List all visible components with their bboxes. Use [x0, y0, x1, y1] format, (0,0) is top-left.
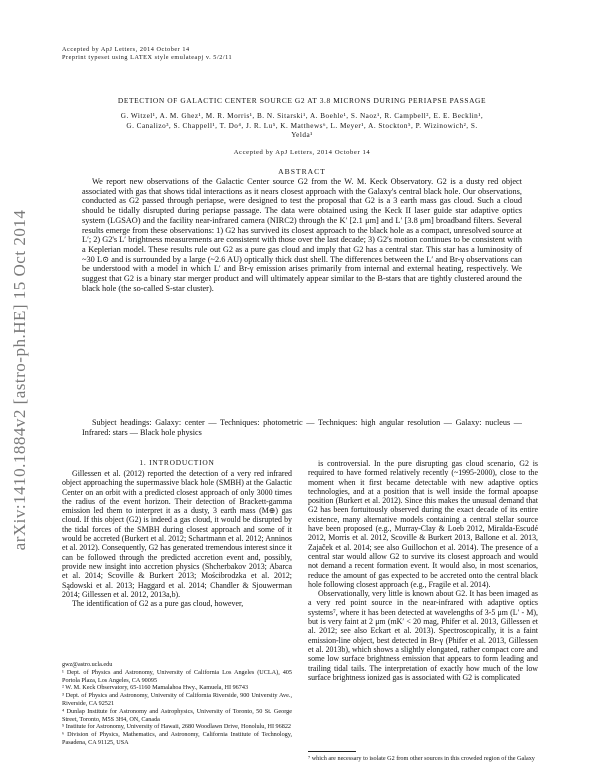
footnote: ⁴ Dunlap Institute for Astronomy and Astrophysics, University of Toronto, 50 St. George Street, Toronto, M5S 3H4, ON, Canada	[62, 707, 292, 723]
footnote: ³ Dept. of Physics and Astronomy, University of California Riverside, 900 University Ave., Riverside, CA 92521	[62, 692, 292, 707]
subject-headings: Subject headings: Galaxy: center — Techniques: photometric — Techniques: high angular resolution — Galaxy: nucleus — Infrared: stars — Black hole physics	[82, 418, 522, 437]
footnote: ¹ Dept. of Physics and Astronomy, University of California Los Angeles (UCLA), 405 Portola Plaza, Los Angeles, CA 90095	[62, 668, 292, 684]
arxiv-identifier[interactable]: arXiv:1410.1884v2 [astro-ph.HE] 15 Oct 2014	[10, 209, 29, 551]
acceptance-line: Accepted by ApJ Letters, 2014 October 14	[62, 46, 190, 53]
footnote: ⁵ Institute for Astronomy, University of Hawaii, 2680 Woodlawn Drive, Honolulu, HI 96822	[62, 723, 292, 731]
right-column	[308, 459, 538, 682]
author-line: Yelda¹	[291, 131, 313, 140]
arxiv-sidebar	[2, 160, 38, 600]
abstract-text: We report new observations of the Galactic Center source G2 from the W. M. Keck Observatory. G2 is a dusty red object associated with gas that shows tidal interactions as it nears closest approach with the Galaxy's central black hole. Our observations, conducted as G2 passed through periapse, were designed to test the proposal that G2 is a 3 earth mass gas cloud. Such a cloud should be tidally disrupted during periapse passage. The data were obtained using the Keck II laser guide star adaptive optics system (LGSAO) and the facility near-infrared camera (NIRC2) through the K′ [2.1 μm] and L′ [3.8 μm] broadband filters. Several results emerge from these observations: 1) G2 has survived its closest approach to the black hole as a compact, unresolved source at L′; 2) G2's L′ brightness measurements are consistent with those over the last decade; 3) G2's motion continues to be consistent with a Keplerian model. These results rule out G2 as a pure gas cloud and imply that G2 has a central star. This star has a luminosity of ~30 L⊙ and is surrounded by a large (~2.6 AU) optically thick dust shell. The differences between the L′ and Br-γ observations can be understood with a model in which L′ and Br-γ emission arises primarily from internal and external heating, respectively. We suggest that G2 is a binary star merger product and will ultimately appear similar to the B-stars that are tightly clustered around the black hole (the so-called S-star cluster).	[82, 177, 522, 293]
paragraph: is controversial. In the pure disrupting gas cloud scenario, G2 is required to have formed relatively recently (~1995-2000), close to the moment when it first became detectable with new adaptive optics technologies, and at a position that is well inside the formal apoapse position (Burkert et al. 2012). Since this makes the unusual demand that G2 has been fortuitously observed during the exact decade of its entire existence, many alternative models containing a central stellar source have been proposed (e.g., Murray-Clay & Loeb 2012, Miralda-Escudé 2012, Morris et al. 2012, Scoville & Burkert 2013, Ballone et al. 2013, Zajaček et al. 2014; see also Guillochon et al. 2014). The presence of a central star would allow G2 to survive its closest approach and would not demand a recent formation event. It would also, in most scenarios, reduce the amount of gas expected to be accreted onto the central black hole following closest approach (e.g., Fragile et al. 2014).	[308, 459, 538, 589]
author-line: G. Canalizo³, S. Chappell¹, T. Do⁴, J. R. Lu⁵, K. Matthews⁶, L. Meyer¹, A. Stockton⁵, P. Wizinowich², S.	[126, 121, 478, 130]
footnote-rule	[308, 751, 356, 752]
section-heading: 1. INTRODUCTION	[139, 458, 215, 467]
paragraph: Observationally, very little is known about G2. It has been imaged as a very red point source in the near-infrared with adaptive optics systems⁷, where it has been detected at wavelengths of 3-5 μm (L′ - M), but is very faint at 2 μm (mK′ < 20 mag, Phifer et al. 2013, Gillessen et al. 2012; see also Eckart et al. 2013). Spectroscopically, it is a faint emission-line object, best detected in Br-γ (Phifer et al. 2013, Gillessen et al. 2013b), which shows a slightly elongated, rather compact core and some low surface brightness emission that appears to form leading and trailing tidal tails. The interpretation of exactly how much of the low surface brightness ionized gas is associated with G2 is complicated	[308, 589, 538, 682]
footnotes-left	[62, 661, 292, 747]
paragraph: Gillessen et al. (2012) reported the detection of a very red infrared object approaching the supermassive black hole (SMBH) at the Galactic Center on an orbit with a predicted closest approach of only 3000 times the radius of the event horizon. Their detection of Brackett-gamma emission led them to interpret it as a dusty, 3 earth mass (M⊕) gas cloud. If this object (G2) is indeed a gas cloud, it would be disrupted by the tidal forces of the SMBH during closest approach and some of it would be accreted (Burkert et al. 2012; Schartmann et al. 2012; Anninos et al. 2012). Consequently, G2 has generated tremendous interest since it can be followed through the predicted accretion event and, possibly, provide new insight into accretion physics (Shcherbakov 2013; Abarca et al. 2014; Scoville & Burkert 2013; Mościbrodzka et al. 2012; Sądowski et al. 2013; Haggard et al. 2014; Chandler & Sjouwerman 2014; Gillessen et al. 2012, 2013a,b).	[62, 469, 292, 599]
footnote-email[interactable]: gwz@astro.ucla.edu	[62, 661, 113, 668]
paper-title: DETECTION OF GALACTIC CENTER SOURCE G2 AT 3.8 MICRONS DURING PERIAPSE PASSAGE	[117, 96, 487, 105]
abstract-heading: ABSTRACT	[278, 167, 326, 176]
running-header	[62, 46, 232, 62]
accepted-date: Accepted by ApJ Letters, 2014 October 14	[233, 149, 371, 156]
paragraph: The identification of G2 as a pure gas cloud, however,	[72, 599, 244, 609]
preprint-line: Preprint typeset using LATEX style emulateapj v. 5/2/11	[62, 54, 233, 61]
footnote: ⁶ Division of Physics, Mathematics, and Astronomy, California Institute of Technology, Pasadena, CA 91125, USA	[62, 731, 292, 746]
footnote: ² W. M. Keck Observatory, 65-1160 Mamalahoa Hwy., Kamuela, HI 96743	[62, 684, 249, 692]
author-line: G. Witzel¹, A. M. Ghez¹, M. R. Morris¹, B. N. Sitarski¹, A. Boehle¹, S. Naoz¹, R. Campbell², E. E. Becklin¹,	[120, 112, 484, 120]
author-list	[60, 112, 544, 141]
footnote-right: ⁷ which are necessary to isolate G2 from other sources in this crowded region of the Galaxy	[308, 755, 535, 762]
left-column	[62, 469, 292, 608]
